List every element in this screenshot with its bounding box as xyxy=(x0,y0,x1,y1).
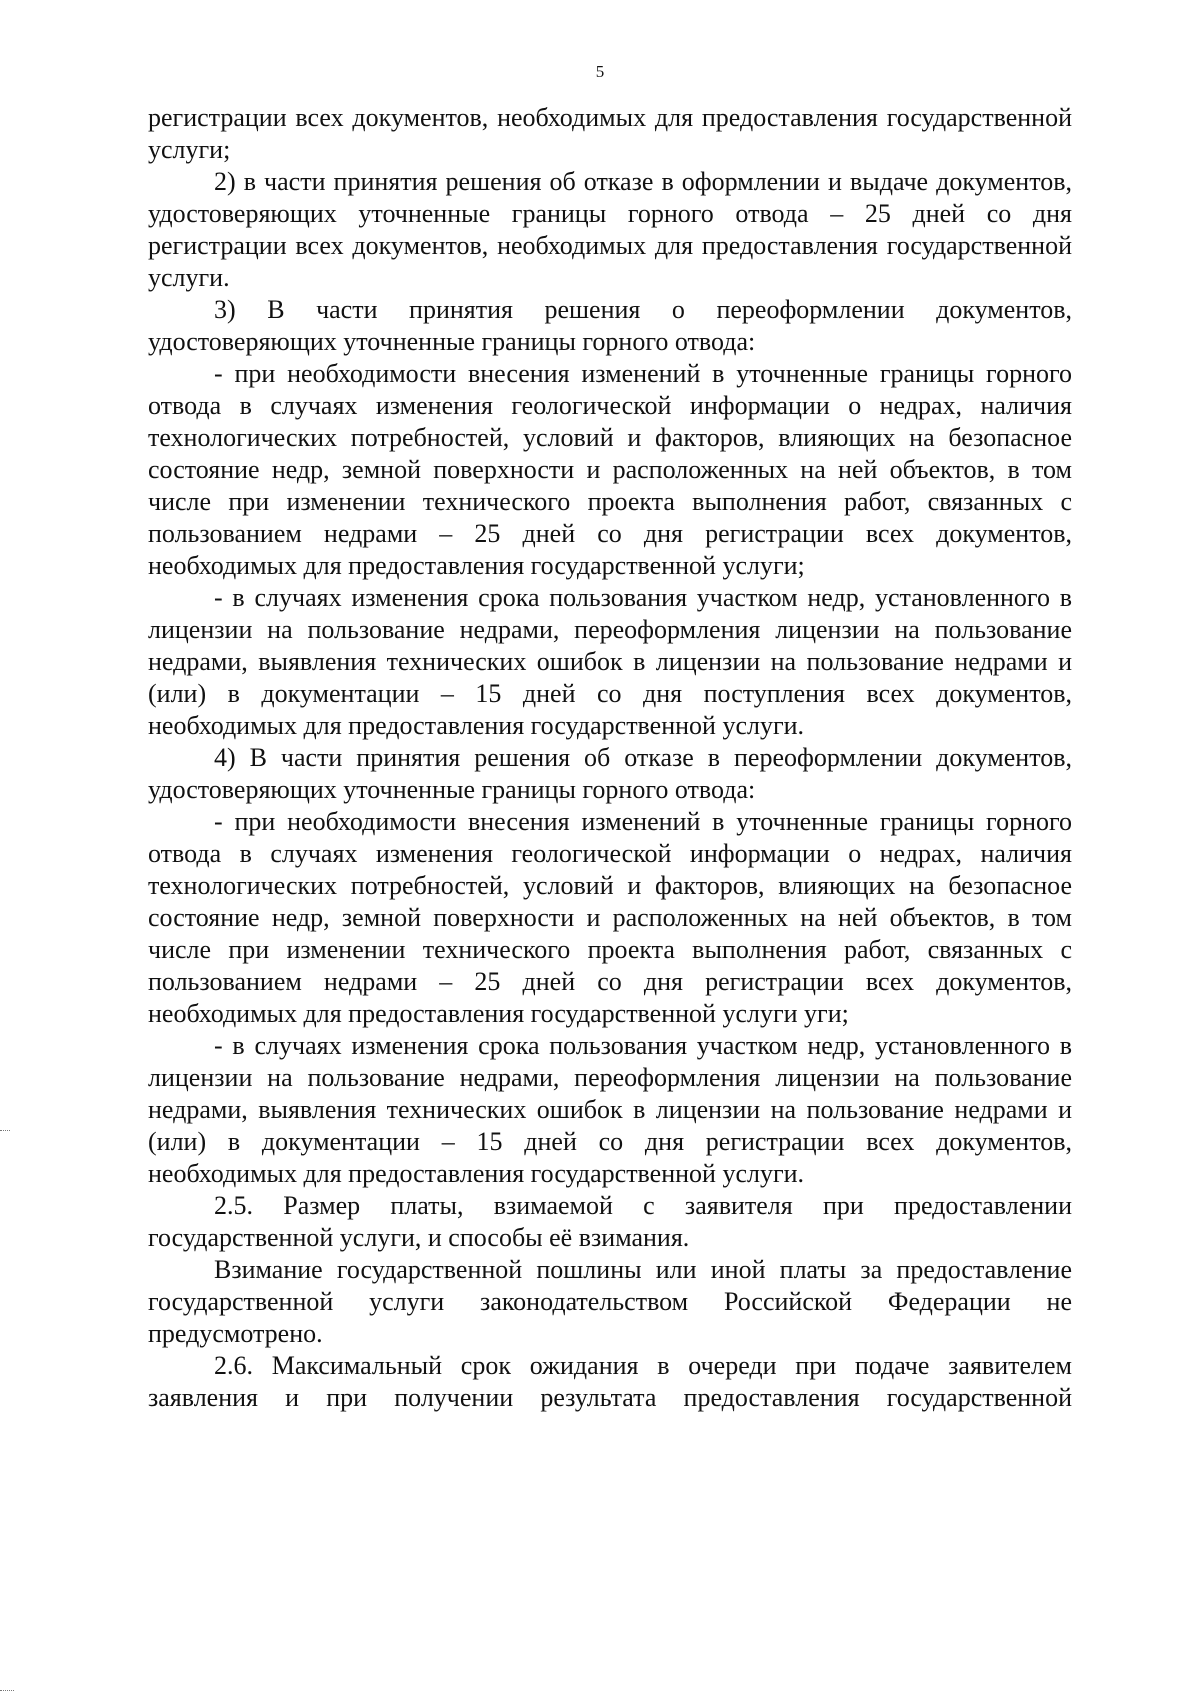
paragraph-item-4: 4) В части принятия решения об отказе в переоформлении документов, удостоверяющих уточненные границы горного отвода: xyxy=(148,743,1072,804)
paragraph-item-4-bullet-2: - в случаях изменения срока пользования участком недр, установленного в лицензии на пользование недрами, переоформления лицензии на пользование недрами, выявления технических ошибок в лицензии на пользование недрами и (или) в документации – 15 дней со дня регистрации всех документов, необходимых для предоставления государственной услуги. xyxy=(148,1031,1072,1188)
paragraph-item-4-bullet-1: - при необходимости внесения изменений в уточненные границы горного отвода в случаях изменения геологической информации о недрах, наличия технологических потребностей, условий и факторов, влияющих на безопасное состояние недр, земной поверхности и расположенных на ней объектов, в том числе при изменении технического проекта выполнения работ, связанных с пользованием недрами – 25 дней со дня регистрации всех документов, необходимых для предоставления государственной услуги уги; xyxy=(148,807,1072,1028)
paragraph-item-3-bullet-2: - в случаях изменения срока пользования участком недр, установленного в лицензии на пользование недрами, переоформления лицензии на пользование недрами, выявления технических ошибок в лицензии на пользование недрами и (или) в документации – 15 дней со дня поступления всех документов, необходимых для предоставления государственной услуги. xyxy=(148,583,1072,740)
paragraph-item-3: 3) В части принятия решения о переоформлении документов, удостоверяющих уточненные границы горного отвода: xyxy=(148,295,1072,356)
paragraph-item-3-bullet-1: - при необходимости внесения изменений в уточненные границы горного отвода в случаях изменения геологической информации о недрах, наличия технологических потребностей, условий и факторов, влияющих на безопасное состояние недр, земной поверхности и расположенных на ней объектов, в том числе при изменении технического проекта выполнения работ, связанных с пользованием недрами – 25 дней со дня регистрации всех документов, необходимых для предоставления государственной услуги; xyxy=(148,359,1072,580)
document-body xyxy=(148,102,1072,1414)
paragraph-continuation: регистрации всех документов, необходимых для предоставления государственной услуги; xyxy=(148,103,1072,164)
scan-edge-mark xyxy=(0,1130,10,1132)
paragraph-section-2-6: 2.6. Максимальный срок ожидания в очереди при подаче заявителем заявления и при получении результата предоставления государственной xyxy=(148,1351,1072,1412)
paragraph-item-2: 2) в части принятия решения об отказе в оформлении и выдаче документов, удостоверяющих уточненные границы горного отвода – 25 дней со дня регистрации всех документов, необходимых для предоставления государственной услуги. xyxy=(148,167,1072,292)
paragraph-section-2-5: 2.5. Размер платы, взимаемой с заявителя при предоставлении государственной услуги, и способы её взимания. xyxy=(148,1191,1072,1252)
page-number: 5 xyxy=(595,62,605,81)
paragraph-fee-statement: Взимание государственной пошлины или иной платы за предоставление государственной услуги законодательством Российской Федерации не предусмотрено. xyxy=(148,1255,1072,1348)
scan-edge-mark-bottom xyxy=(0,1690,14,1692)
